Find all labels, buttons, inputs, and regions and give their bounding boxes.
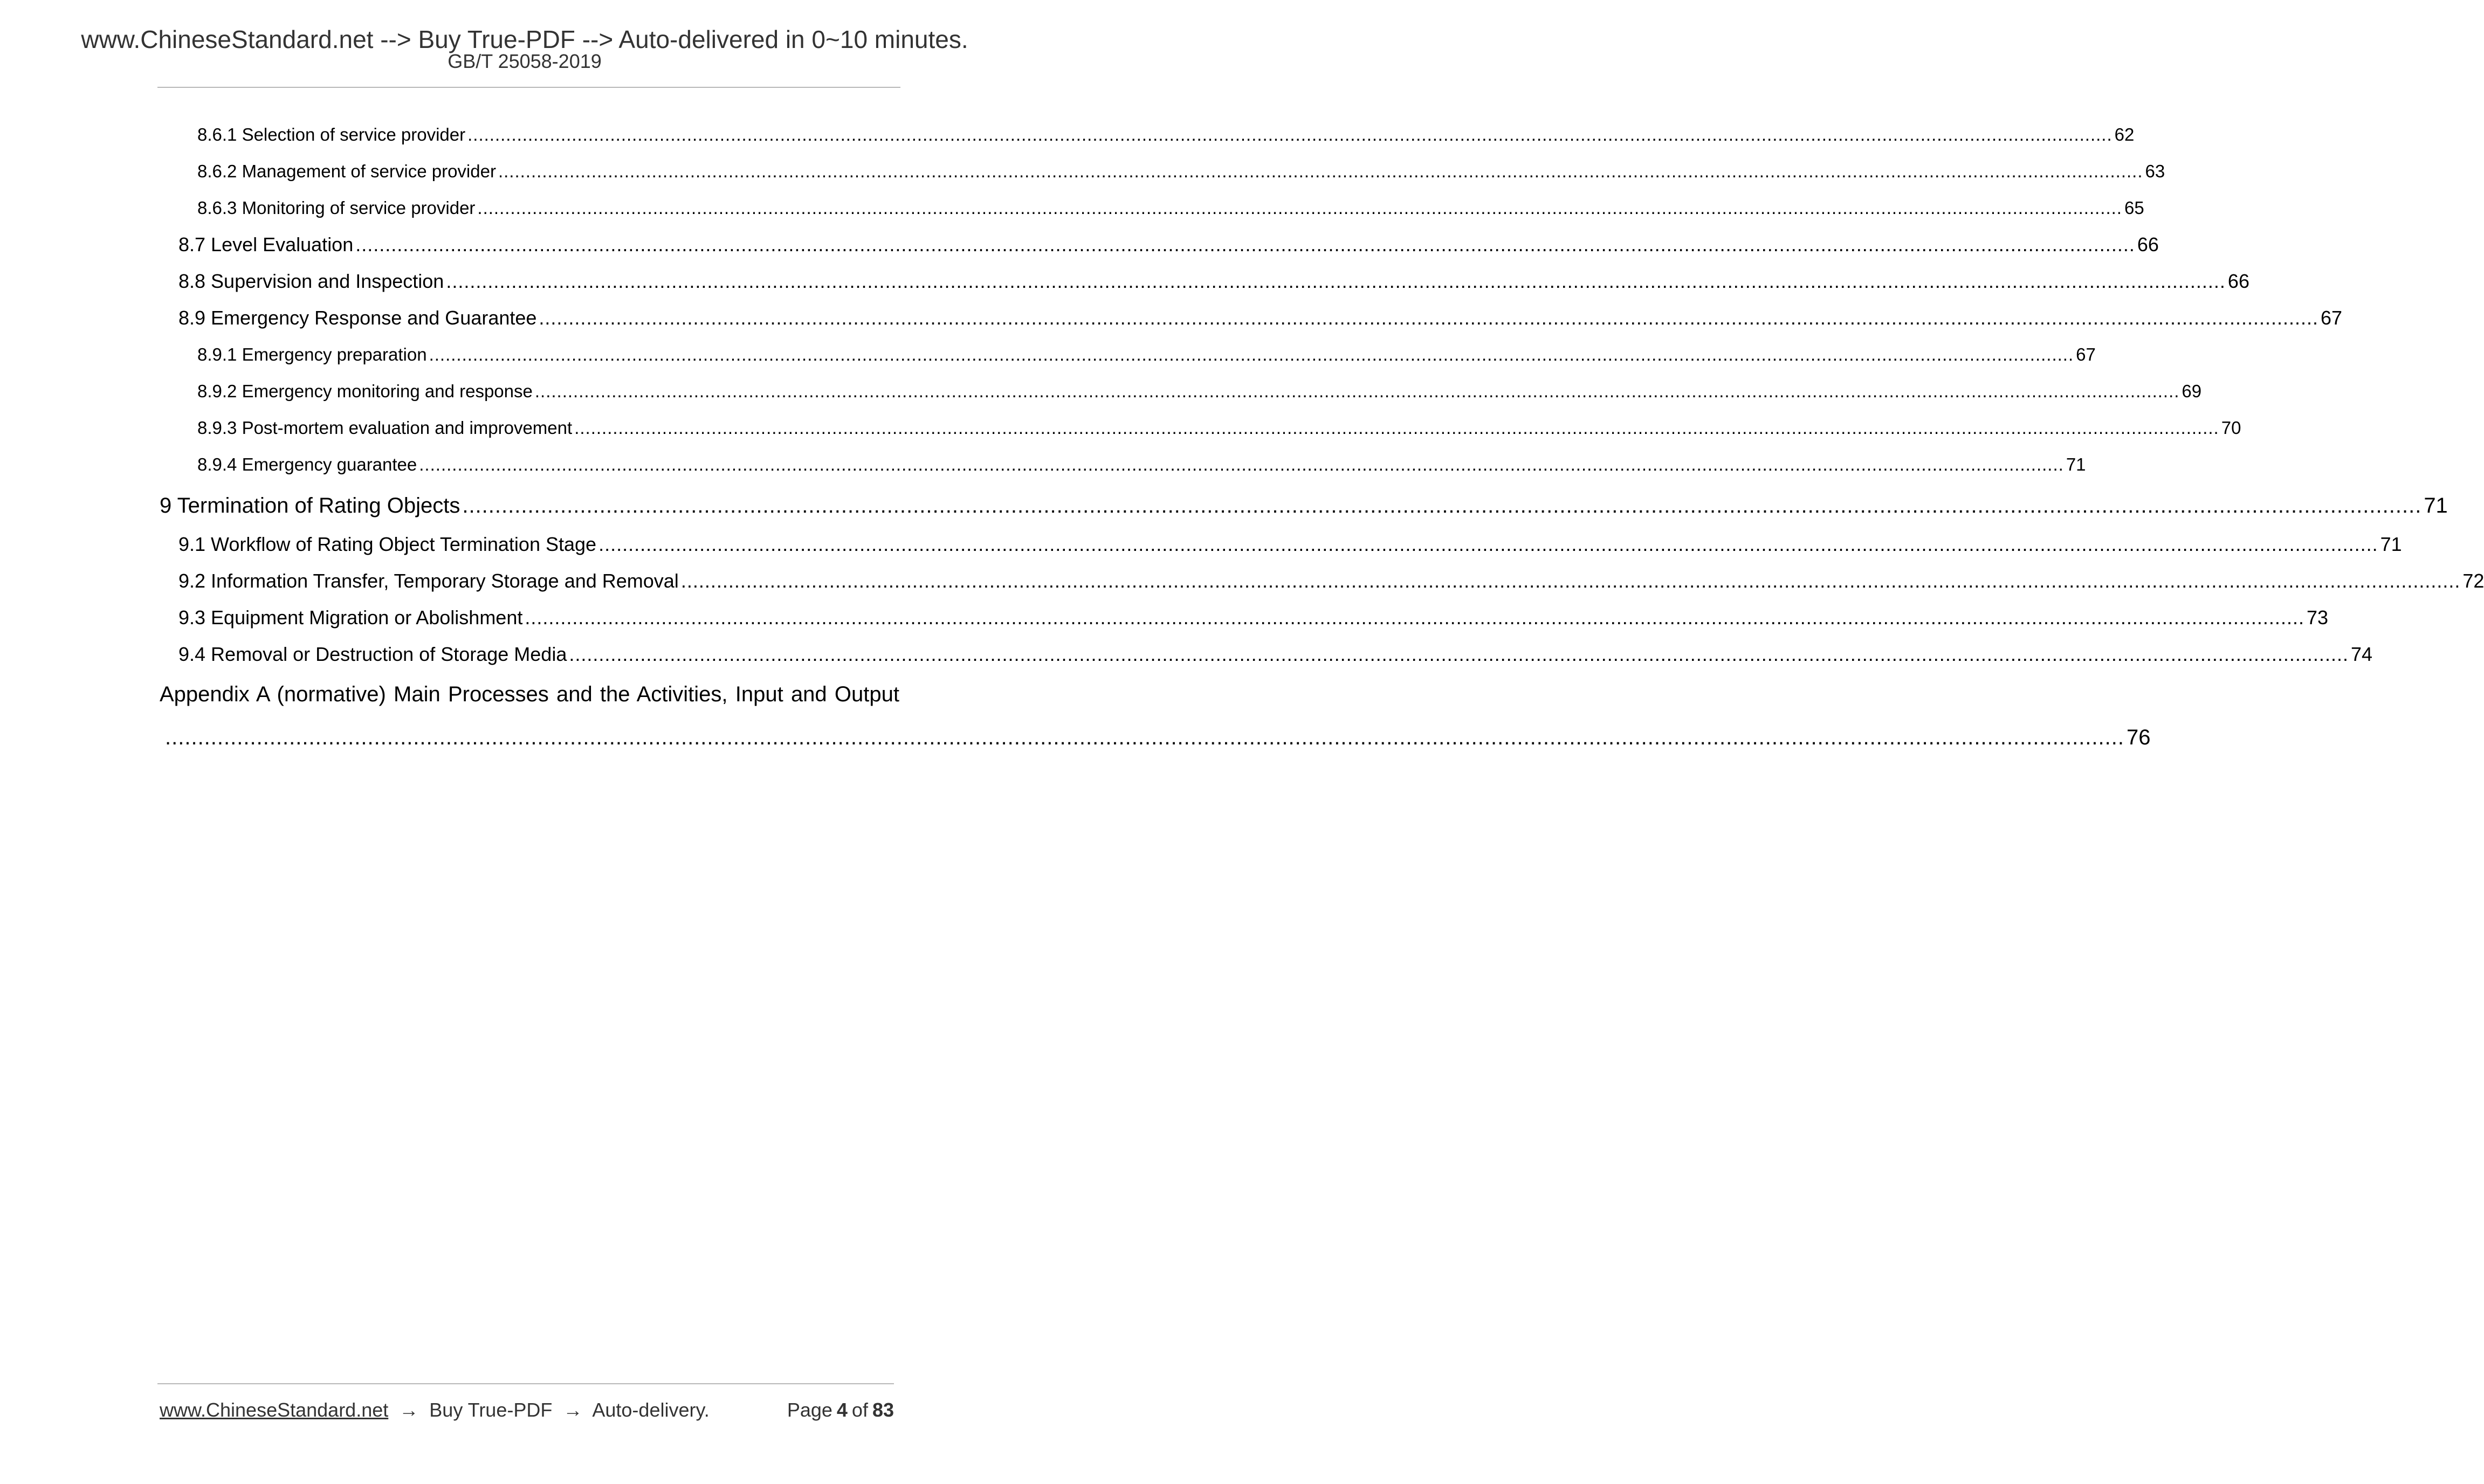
toc-dot-leader: ............................................................................................................................................................................................................................................................................................................ bbox=[467, 125, 2113, 144]
toc-dot-leader: ............................................................................................................................................................................................................................................................................................................ bbox=[525, 606, 2304, 629]
page-label: Page bbox=[787, 1399, 832, 1421]
page-of: of bbox=[851, 1399, 868, 1421]
toc-page-number: 67 bbox=[2321, 307, 2343, 329]
toc-entry-title: 9.1 Workflow of Rating Object Termination Stage bbox=[178, 533, 597, 555]
toc-dot-leader: ............................................................................................................................................................................................................................................................................................................ bbox=[355, 233, 2135, 256]
toc-page-number: 66 bbox=[2137, 233, 2159, 256]
toc-entry-title: 8.9.2 Emergency monitoring and response bbox=[197, 381, 533, 401]
toc-entry-title: 9.3 Equipment Migration or Abolishment bbox=[178, 606, 523, 629]
toc-page-number: 76 bbox=[2126, 726, 2151, 749]
toc-entry[interactable] bbox=[178, 570, 2484, 592]
toc-entry-title: 8.9.3 Post-mortem evaluation and improvement bbox=[197, 418, 573, 438]
toc-page-number: 70 bbox=[2221, 418, 2241, 438]
toc-entry-title: 9.4 Removal or Destruction of Storage Media bbox=[178, 643, 567, 665]
toc-entry[interactable] bbox=[197, 454, 2086, 474]
toc-entry-appendix-leader[interactable] bbox=[165, 726, 2151, 749]
arrow-right-icon: → bbox=[563, 1399, 583, 1421]
toc-entry-title: 9.2 Information Transfer, Temporary Storage and Removal bbox=[178, 570, 679, 592]
toc-entry[interactable] bbox=[197, 198, 2144, 218]
toc-page-number: 74 bbox=[2350, 643, 2372, 665]
toc-page-number: 63 bbox=[2145, 161, 2165, 181]
toc-dot-leader: ............................................................................................................................................................................................................................................................................................................ bbox=[446, 270, 2226, 292]
toc-dot-leader: ............................................................................................................................................................................................................................................................................................................ bbox=[498, 161, 2143, 181]
toc-dot-leader: ............................................................................................................................................................................................................................................................................................................ bbox=[477, 198, 2122, 218]
footer-site-link[interactable]: www.ChineseStandard.net bbox=[160, 1399, 389, 1421]
arrow-right-icon: → bbox=[399, 1399, 419, 1421]
footer-delivery-text: Auto-delivery. bbox=[592, 1399, 710, 1421]
toc-entry-title: 8.6.3 Monitoring of service provider bbox=[197, 198, 476, 218]
footer-divider bbox=[157, 1383, 894, 1384]
page-indicator bbox=[783, 1400, 894, 1420]
toc-entry-title: 8.6.2 Management of service provider bbox=[197, 161, 496, 181]
toc-entry[interactable] bbox=[178, 233, 2159, 256]
toc-page-number: 71 bbox=[2424, 494, 2448, 517]
toc-entry[interactable] bbox=[178, 533, 2402, 555]
toc-entry-appendix-title[interactable]: Appendix A (normative) Main Processes and the Activities, Input and Output bbox=[160, 682, 899, 706]
toc-entry[interactable] bbox=[178, 270, 2249, 292]
toc-entry-title: 8.7 Level Evaluation bbox=[178, 233, 354, 256]
toc-entry[interactable] bbox=[197, 381, 2202, 401]
toc-page-number: 66 bbox=[2227, 270, 2249, 292]
toc-page-number: 71 bbox=[2066, 454, 2086, 474]
toc-dot-leader: ............................................................................................................................................................................................................................................................................................................ bbox=[569, 643, 2349, 665]
toc-dot-leader: ............................................................................................................................................................................................................................................................................................................ bbox=[429, 344, 2074, 364]
toc-page-number: 65 bbox=[2124, 198, 2144, 218]
toc-dot-leader: ............................................................................................................................................................................................................................................................................................................ bbox=[598, 533, 2378, 555]
toc-entry-title: 8.8 Supervision and Inspection bbox=[178, 270, 444, 292]
toc-dot-leader: ............................................................................................................................................................................................................................................................................................................ bbox=[539, 307, 2319, 329]
toc-entry[interactable] bbox=[197, 418, 2241, 438]
toc-entry[interactable] bbox=[178, 643, 2372, 665]
footer-buy-text: Buy True-PDF bbox=[429, 1399, 553, 1421]
toc-entry-title: 9 Termination of Rating Objects bbox=[160, 494, 460, 517]
toc-entry[interactable] bbox=[178, 606, 2328, 629]
toc-page-number: 67 bbox=[2076, 344, 2096, 364]
document-code: GB/T 25058-2019 bbox=[448, 50, 602, 72]
toc-dot-leader: ............................................................................................................................................................................................................................................................................................................ bbox=[419, 454, 2064, 474]
page-footer bbox=[160, 1400, 894, 1420]
toc-page-number: 69 bbox=[2182, 381, 2202, 401]
toc-entry-title: 8.9.4 Emergency guarantee bbox=[197, 454, 417, 474]
page-total: 83 bbox=[872, 1399, 894, 1421]
toc-entry[interactable] bbox=[197, 161, 2165, 181]
page-current: 4 bbox=[836, 1399, 848, 1421]
toc-page-number: 72 bbox=[2462, 570, 2484, 592]
toc-dot-leader: ............................................................................................................................................................................................................................................................................................................ bbox=[680, 570, 2461, 592]
toc-dot-leader: ............................................................................................................................................................................................................................................................................................................ bbox=[165, 726, 2124, 749]
toc-entry-title: 8.6.1 Selection of service provider bbox=[197, 125, 466, 144]
toc-dot-leader: ............................................................................................................................................................................................................................................................................................................ bbox=[462, 494, 2422, 517]
toc-entry[interactable] bbox=[160, 494, 2448, 517]
toc-entry-title: 8.9.1 Emergency preparation bbox=[197, 344, 427, 364]
toc-entry[interactable] bbox=[178, 307, 2343, 329]
toc-page-number: 73 bbox=[2306, 606, 2328, 629]
toc-entry[interactable] bbox=[197, 344, 2096, 364]
toc-dot-leader: ............................................................................................................................................................................................................................................................................................................ bbox=[534, 381, 2180, 401]
toc-dot-leader: ............................................................................................................................................................................................................................................................................................................ bbox=[574, 418, 2219, 438]
toc-page-number: 62 bbox=[2114, 125, 2135, 144]
toc-page-number: 71 bbox=[2380, 533, 2402, 555]
footer-left bbox=[160, 1400, 710, 1420]
toc-entry[interactable] bbox=[197, 125, 2135, 144]
toc-entry-title: 8.9 Emergency Response and Guarantee bbox=[178, 307, 537, 329]
header-banner: www.ChineseStandard.net --> Buy True-PDF --> Auto-delivered in 0~10 minutes. bbox=[81, 25, 968, 53]
